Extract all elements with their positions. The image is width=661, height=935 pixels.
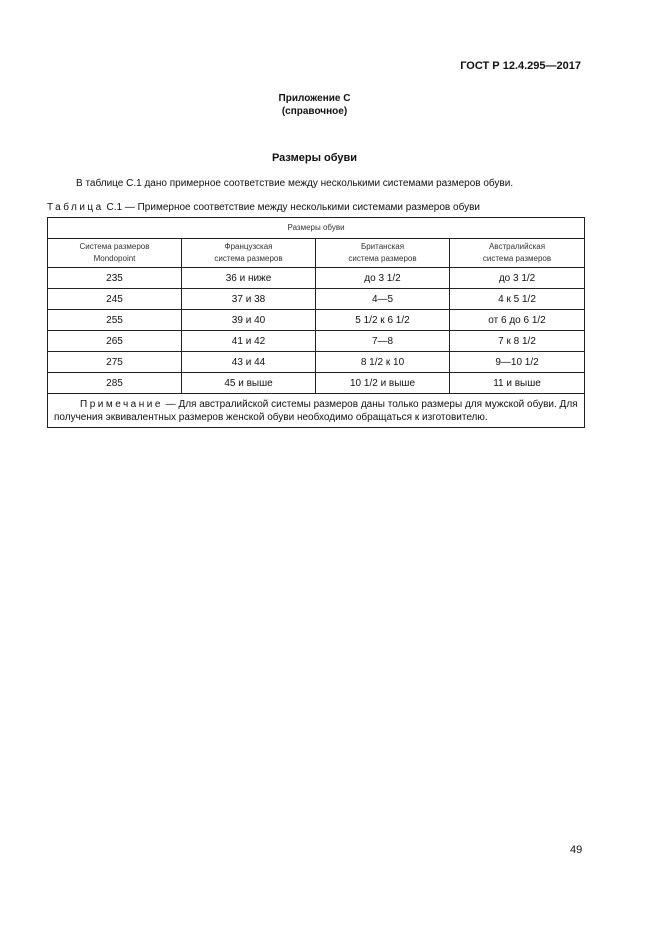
table-cell: 275 [48, 352, 182, 373]
table-cell: 9—10 1/2 [450, 352, 585, 373]
table-cell: 10 1/2 и выше [316, 373, 450, 394]
table-cell: 45 и выше [182, 373, 316, 394]
table-cell: до 3 1/2 [316, 268, 450, 289]
table-caption-label: Таблица [47, 202, 104, 213]
table-cell: 7—8 [316, 331, 450, 352]
table-cell: 5 1/2 к 6 1/2 [316, 310, 450, 331]
section-title [0, 152, 661, 164]
table-caption-text: С.1 — Примерное соответствие между несколькими системами размеров обуви [103, 202, 480, 213]
table-cell: 36 и ниже [182, 268, 316, 289]
table-cell: 4—5 [316, 289, 450, 310]
table-cell: 37 и 38 [182, 289, 316, 310]
table-cell: до 3 1/2 [450, 268, 585, 289]
table-row [48, 289, 585, 310]
table-cell: 235 [48, 268, 182, 289]
table-cell: 285 [48, 373, 182, 394]
column-header-australian: Австралийская система размеров [450, 239, 585, 268]
table-cell: 255 [48, 310, 182, 331]
table-group-header: Размеры обуви [48, 218, 585, 239]
table-cell: 41 и 42 [182, 331, 316, 352]
table-cell: от 6 до 6 1/2 [450, 310, 585, 331]
table-row [48, 352, 585, 373]
table-cell: 245 [48, 289, 182, 310]
shoe-size-table [47, 217, 585, 428]
table-cell: 39 и 40 [182, 310, 316, 331]
table-note-row [48, 394, 585, 428]
table-row [48, 268, 585, 289]
table-cell: 7 к 8 1/2 [450, 331, 585, 352]
column-header-british: Британская система размеров [316, 239, 450, 268]
section-title-text: Размеры обуви [271, 152, 358, 164]
table-note [48, 394, 585, 428]
table-group-header-row [48, 218, 585, 239]
document-code: ГОСТ Р 12.4.295—2017 [460, 60, 581, 72]
table-column-header-row [48, 239, 585, 268]
appendix-title: Приложение С [278, 93, 351, 104]
table-row [48, 331, 585, 352]
note-text: — Для австралийской системы размеров даны только размеры для мужской обуви. Для получения эквивалентных размеров женской обуви необходимо обращаться к изготовителю. [54, 399, 578, 423]
table-cell: 265 [48, 331, 182, 352]
page-number: 49 [570, 844, 583, 856]
appendix-subtitle: (справочное) [281, 106, 348, 117]
column-header-french: Французская система размеров [182, 239, 316, 268]
table-cell: 8 1/2 к 10 [316, 352, 450, 373]
table-row [48, 310, 585, 331]
appendix-heading [0, 92, 661, 118]
table-row [48, 373, 585, 394]
table-caption [47, 202, 480, 213]
column-header-mondopoint: Система размеров Mondopoint [48, 239, 182, 268]
table-cell: 11 и выше [450, 373, 585, 394]
note-label: Примечание [80, 399, 163, 410]
table-cell: 4 к 5 1/2 [450, 289, 585, 310]
intro-paragraph: В таблице С.1 дано примерное соответствие между несколькими системами размеров обуви. [76, 178, 514, 189]
table-cell: 43 и 44 [182, 352, 316, 373]
